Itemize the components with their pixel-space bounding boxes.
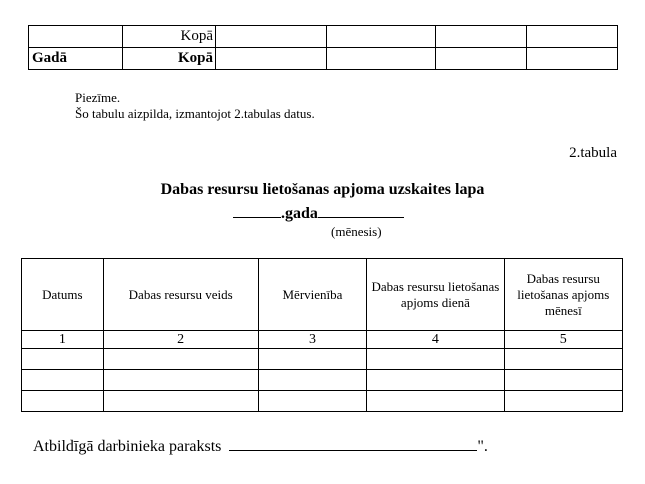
note-text: Šo tabulu aizpilda, izmantojot 2.tabulas datus. <box>75 106 315 121</box>
table-row <box>22 370 623 391</box>
table-cell[interactable] <box>103 391 258 412</box>
document-title: Dabas resursu lietošanas apjoma uzskaites lapa <box>160 181 485 198</box>
signature-line <box>33 435 488 456</box>
table-cell[interactable] <box>367 349 504 370</box>
summary-total-label: Kopā <box>123 26 216 48</box>
table-cell[interactable] <box>367 391 504 412</box>
signature-closing: ". <box>477 438 488 455</box>
year-blank <box>233 203 281 218</box>
header-daily-volume: Dabas resursu lietošanas apjoms dienā <box>367 259 504 331</box>
note-heading: Piezīme. <box>75 90 121 105</box>
summary-year-total-label: Kopā <box>123 48 216 70</box>
header-resource-type: Dabas resursu veids <box>103 259 258 331</box>
note <box>75 90 315 122</box>
summary-cell <box>436 48 527 70</box>
table-cell[interactable] <box>258 370 367 391</box>
column-number: 4 <box>367 331 504 349</box>
header-row <box>22 259 623 331</box>
table-cell[interactable] <box>504 391 622 412</box>
summary-cell <box>216 26 327 48</box>
table-cell[interactable] <box>22 391 104 412</box>
title-year-line <box>233 203 404 223</box>
table-cell[interactable] <box>258 349 367 370</box>
summary-year-label: Gadā <box>29 48 123 70</box>
summary-row-total <box>29 26 618 48</box>
table-cell[interactable] <box>258 391 367 412</box>
summary-cell <box>327 48 436 70</box>
table-cell[interactable] <box>22 370 104 391</box>
month-hint: (mēnesis) <box>331 224 382 239</box>
summary-cell <box>216 48 327 70</box>
summary-cell <box>527 48 618 70</box>
table-cell[interactable] <box>504 370 622 391</box>
signature-label: Atbildīgā darbinieka paraksts <box>33 438 222 455</box>
summary-table <box>28 25 618 70</box>
resource-table <box>21 258 623 412</box>
summary-cell <box>29 26 123 48</box>
table-number: 2.tabula <box>569 145 617 161</box>
header-monthly-volume: Dabas resursu lietošanas apjoms mēnesī <box>504 259 622 331</box>
month-blank <box>318 203 404 218</box>
column-number: 3 <box>258 331 367 349</box>
table-row <box>22 349 623 370</box>
column-number: 2 <box>103 331 258 349</box>
column-number-row <box>22 331 623 349</box>
column-number: 1 <box>22 331 104 349</box>
year-suffix: .gada <box>281 205 318 222</box>
table-cell[interactable] <box>504 349 622 370</box>
table-cell[interactable] <box>103 370 258 391</box>
summary-cell <box>327 26 436 48</box>
signature-blank[interactable] <box>229 435 477 451</box>
summary-cell <box>527 26 618 48</box>
summary-row-year <box>29 48 618 70</box>
table-cell[interactable] <box>22 349 104 370</box>
table-cell[interactable] <box>367 370 504 391</box>
header-date: Datums <box>22 259 104 331</box>
table-cell[interactable] <box>103 349 258 370</box>
column-number: 5 <box>504 331 622 349</box>
summary-cell <box>436 26 527 48</box>
table-row <box>22 391 623 412</box>
header-unit: Mērvienība <box>258 259 367 331</box>
